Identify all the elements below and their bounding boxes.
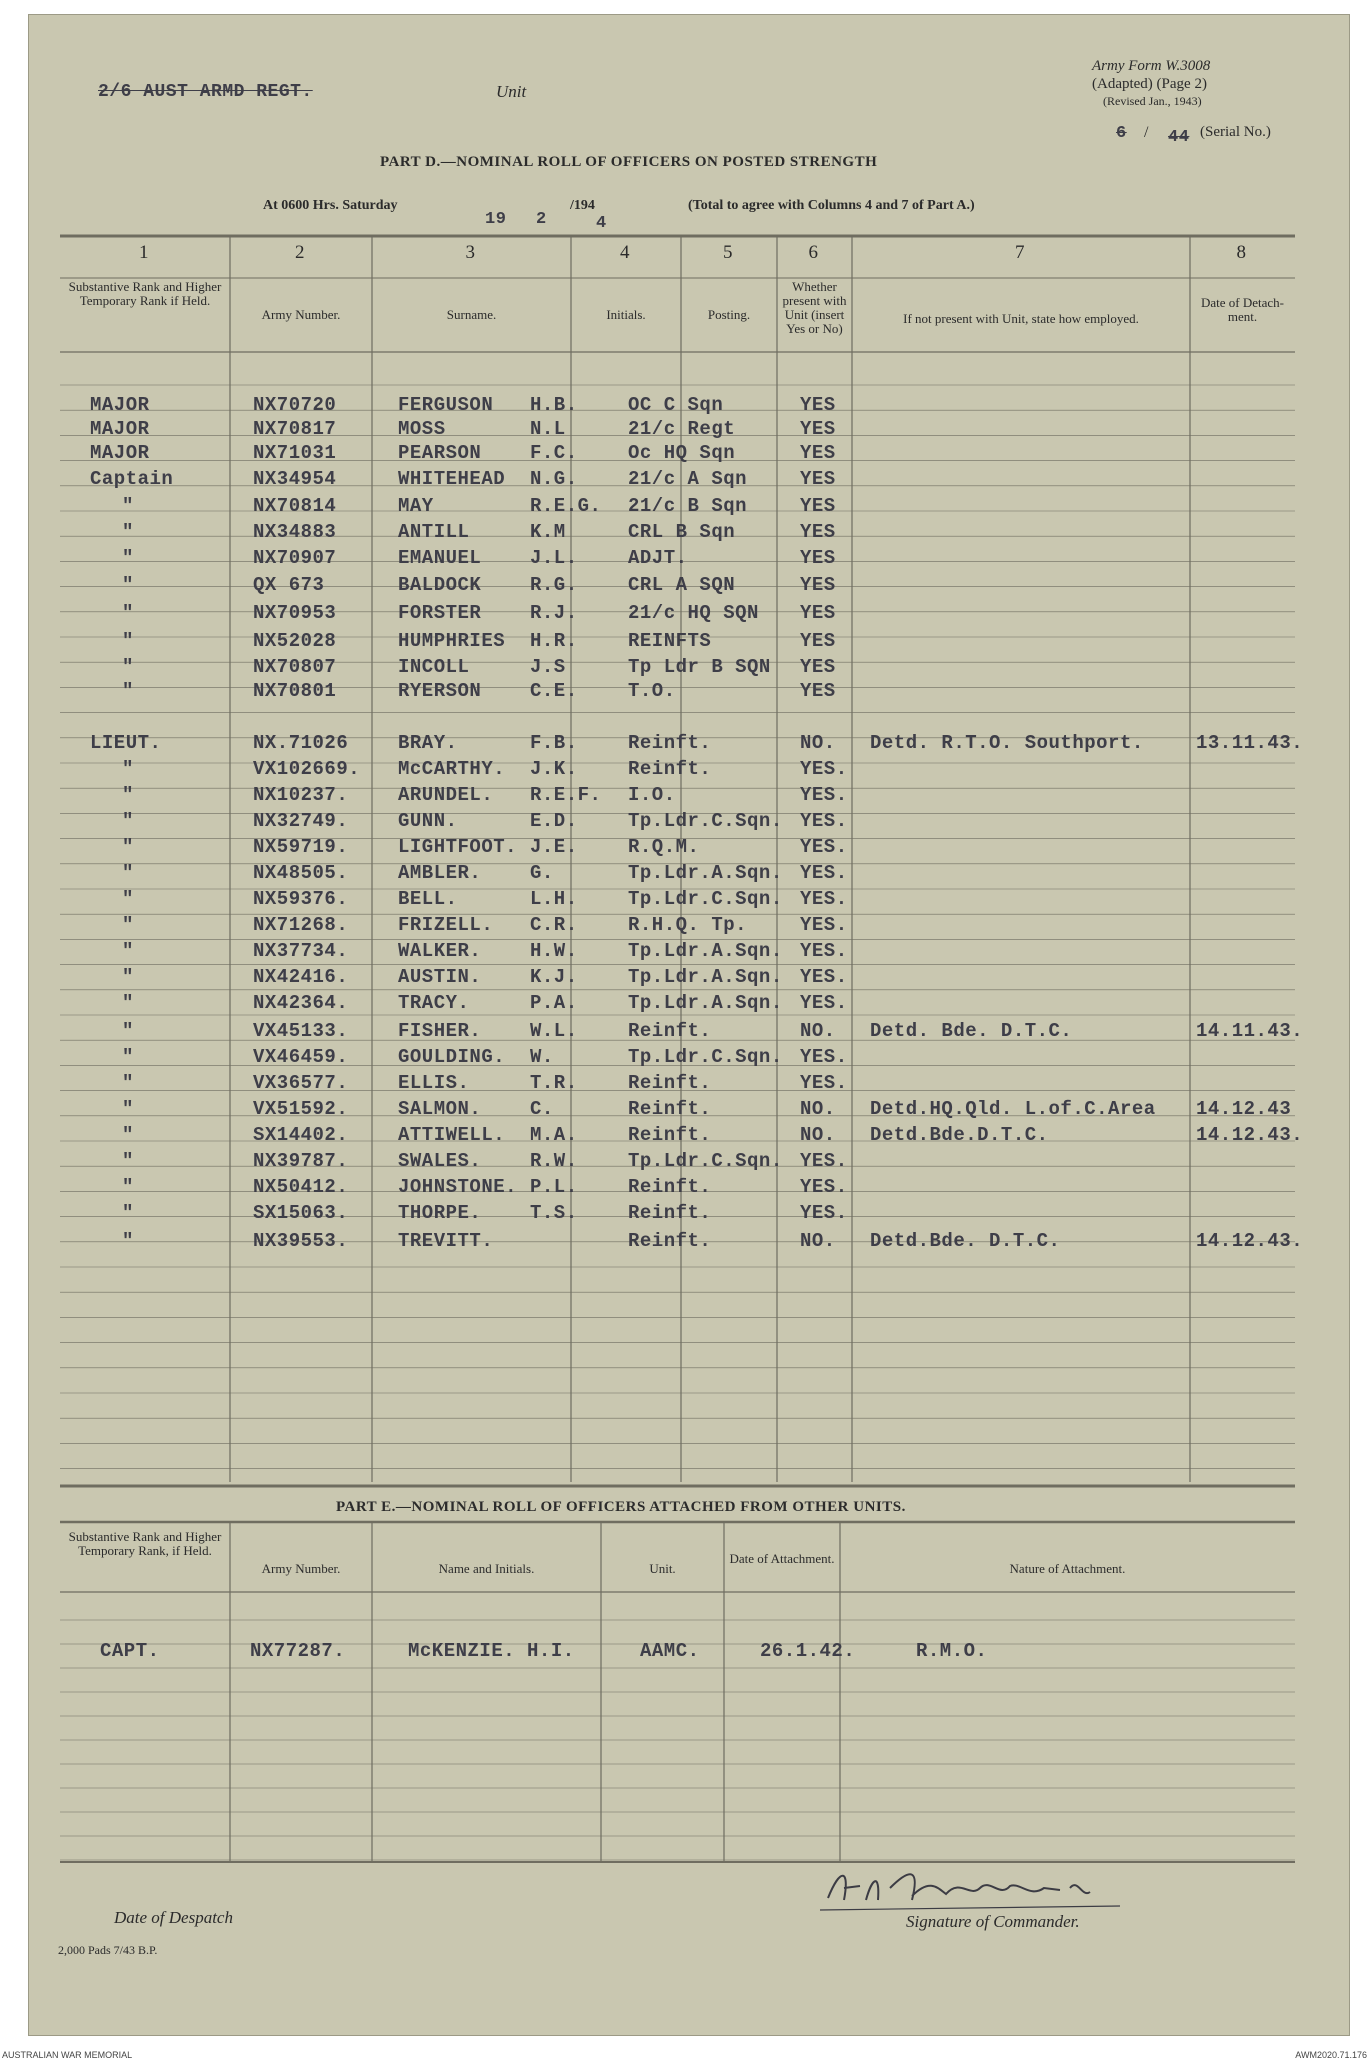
print-note: 2,000 Pads 7/43 B.P. [58, 1943, 158, 1957]
officer-initials: F.B. [530, 732, 578, 754]
officer-initials: T.S. [530, 1202, 578, 1224]
officer-initials: R.W. [530, 1150, 578, 1172]
officer-army-number: NX34954 [253, 468, 337, 490]
officer-present: YES [800, 602, 836, 624]
officer-posting: Reinft. [628, 1176, 712, 1198]
officer-army-number: NX48505. [253, 862, 349, 884]
officer-posting: 21/c HQ SQN [628, 602, 759, 624]
serial-label: (Serial No.) [1200, 124, 1271, 140]
form-id-line2: (Adapted) (Page 2) [1092, 76, 1207, 92]
officer-present: YES [800, 630, 836, 652]
officer-army-number: NX32749. [253, 810, 349, 832]
officer-initials: C.R. [530, 914, 578, 936]
officer-rank: " [122, 992, 134, 1014]
officer-army-number: NX34883 [253, 521, 337, 543]
officer-surname: FRIZELL. [398, 914, 494, 936]
officer-surname: SALMON. [398, 1098, 482, 1120]
officer-army-number: NX71268. [253, 914, 349, 936]
officer-present: YES. [800, 888, 848, 910]
form-id-line1: Army Form W.3008 [1092, 58, 1211, 74]
officer-surname: ARUNDEL. [398, 784, 494, 806]
officer-posting: Tp Ldr B SQN [628, 656, 771, 678]
officer-initials: T.R. [530, 1072, 578, 1094]
officer-rank: " [122, 1176, 134, 1198]
officer-posting: OC C Sqn [628, 394, 724, 416]
officer-employment: Detd.Bde. D.T.C. [870, 1230, 1061, 1252]
column-header-7: If not present with Unit, state how employed. [903, 311, 1139, 326]
officer-initials: N.G. [530, 468, 578, 490]
officer-present: YES. [800, 1046, 848, 1068]
officer-present: NO. [800, 1098, 836, 1120]
column-header-3: Surname. [446, 307, 497, 322]
officer-initials: R.E.G. [530, 495, 602, 517]
column-number-4: 4 [620, 242, 630, 263]
at-line-month: 2 [536, 210, 547, 229]
officer-initials: P.L. [530, 1176, 578, 1198]
column-number-1: 1 [139, 242, 149, 263]
at-line-year-prefix: /194 [570, 198, 595, 213]
officer-surname: EMANUEL [398, 547, 482, 569]
unit-name: 2/6 AUST ARMD REGT. [98, 82, 313, 102]
officer-army-number: VX46459. [253, 1046, 349, 1068]
officer-detachment-date: 14.12.43 [1196, 1098, 1292, 1120]
officer-initials: C. [530, 1098, 554, 1120]
officer-initials: R.J. [530, 602, 578, 624]
officer-present: YES [800, 495, 836, 517]
officer-posting: Tp.Ldr.C.Sqn. [628, 888, 783, 910]
officer-rank: " [122, 914, 134, 936]
column-number-3: 3 [465, 242, 475, 263]
officer-present: YES. [800, 992, 848, 1014]
signature-label: Signature of Commander. [906, 1912, 1080, 1931]
part-e-title: PART E.—NOMINAL ROLL OF OFFICERS ATTACHED FROM OTHER UNITS. [336, 1499, 906, 1515]
officer-posting: Reinft. [628, 1098, 712, 1120]
archive-name: AUSTRALIAN WAR MEMORIAL [2, 2050, 133, 2060]
officer-detachment-date: 14.12.43. [1196, 1124, 1304, 1146]
serial-slash: / [1144, 124, 1149, 141]
at-line-day: 19 [485, 210, 507, 229]
officer-present: YES. [800, 966, 848, 988]
column-number-2: 2 [295, 242, 305, 263]
officer-army-number: NX42416. [253, 966, 349, 988]
part-d-title: PART D.—NOMINAL ROLL OF OFFICERS ON POSTED STRENGTH [380, 154, 878, 170]
officer-present: YES. [800, 836, 848, 858]
officer-army-number: VX45133. [253, 1020, 349, 1042]
officer-surname: GOULDING. [398, 1046, 506, 1068]
attached-attachment-date: 26.1.42. [760, 1640, 856, 1662]
officer-initials: J.L. [530, 547, 578, 569]
officer-present: YES. [800, 1176, 848, 1198]
officer-posting: Tp.Ldr.A.Sqn. [628, 862, 783, 884]
officer-initials: H.R. [530, 630, 578, 652]
officer-present: YES [800, 521, 836, 543]
officer-surname: MOSS [398, 418, 446, 440]
officer-surname: FERGUSON [398, 394, 494, 416]
officer-initials: M.A. [530, 1124, 578, 1146]
attached-name: McKENZIE. H.I. [408, 1640, 575, 1662]
officer-surname: AUSTIN. [398, 966, 482, 988]
attached-nature: R.M.O. [916, 1640, 988, 1662]
officer-present: YES [800, 468, 836, 490]
officer-posting: I.O. [628, 784, 676, 806]
officer-surname: LIGHTFOOT. [398, 836, 518, 858]
officer-rank: LIEUT. [90, 732, 162, 754]
officer-posting: 21/c Regt [628, 418, 736, 440]
officer-rank: " [122, 547, 134, 569]
officer-initials: L.H. [530, 888, 578, 910]
officer-surname: BELL. [398, 888, 458, 910]
officer-rank: " [122, 758, 134, 780]
officer-rank: MAJOR [90, 394, 150, 416]
officer-rank: " [122, 940, 134, 962]
officer-rank: " [122, 966, 134, 988]
officer-posting: Reinft. [628, 758, 712, 780]
officer-initials: C.E. [530, 680, 578, 702]
officer-present: YES. [800, 810, 848, 832]
officer-present: YES. [800, 1150, 848, 1172]
officer-rank: " [122, 1098, 134, 1120]
officer-army-number: NX71031 [253, 442, 337, 464]
officer-surname: TRACY. [398, 992, 470, 1014]
officer-rank: " [122, 495, 134, 517]
officer-initials: K.M [530, 521, 566, 543]
officer-rank: " [122, 1202, 134, 1224]
officer-rank: " [122, 1124, 134, 1146]
officer-posting: R.Q.M. [628, 836, 700, 858]
officer-posting: Tp.Ldr.C.Sqn. [628, 1046, 783, 1068]
officer-posting: R.H.Q. Tp. [628, 914, 748, 936]
officer-rank: " [122, 630, 134, 652]
officer-present: YES. [800, 758, 848, 780]
date-of-despatch: Date of Despatch [114, 1908, 233, 1927]
officer-surname: FORSTER [398, 602, 482, 624]
officer-initials: K.J. [530, 966, 578, 988]
column-header-8: Date of Detach- ment. [1200, 295, 1284, 324]
part-e-header-3: Name and Initials. [438, 1561, 535, 1576]
officer-surname: WALKER. [398, 940, 482, 962]
officer-surname: FISHER. [398, 1020, 482, 1042]
commander-signature [820, 1858, 1180, 1918]
officer-rank: MAJOR [90, 418, 150, 440]
officer-army-number: NX70807 [253, 656, 337, 678]
officer-posting: CRL B Sqn [628, 521, 736, 543]
officer-present: YES. [800, 914, 848, 936]
officer-rank: " [122, 521, 134, 543]
officer-surname: THORPE. [398, 1202, 482, 1224]
archive-accession: AWM2020.71.176 [1295, 2050, 1367, 2060]
officer-posting: Reinft. [628, 1124, 712, 1146]
officer-rank: " [122, 784, 134, 806]
officer-rank: " [122, 862, 134, 884]
officer-surname: ANTILL [398, 521, 470, 543]
officer-rank: " [122, 888, 134, 910]
officer-posting: CRL A SQN [628, 574, 736, 596]
column-header-5: Posting. [707, 307, 751, 322]
officer-employment: Detd. R.T.O. Southport. [870, 732, 1144, 754]
officer-present: YES [800, 547, 836, 569]
officer-posting: Tp.Ldr.C.Sqn. [628, 810, 783, 832]
officer-rank: Captain [90, 468, 174, 490]
officer-employment: Detd. Bde. D.T.C. [870, 1020, 1073, 1042]
officer-present: NO. [800, 1124, 836, 1146]
officer-surname: JOHNSTONE. [398, 1176, 518, 1198]
officer-surname: BALDOCK [398, 574, 482, 596]
officer-present: YES. [800, 940, 848, 962]
form-id-line3: (Revised Jan., 1943) [1103, 94, 1202, 108]
column-number-8: 8 [1236, 242, 1246, 263]
officer-army-number: NX37734. [253, 940, 349, 962]
officer-rank: " [122, 1072, 134, 1094]
officer-surname: ELLIS. [398, 1072, 470, 1094]
officer-army-number: NX59376. [253, 888, 349, 910]
column-number-6: 6 [808, 242, 818, 263]
officer-army-number: NX10237. [253, 784, 349, 806]
attached-rank: CAPT. [100, 1640, 160, 1662]
officer-rank: " [122, 656, 134, 678]
officer-surname: GUNN. [398, 810, 458, 832]
officer-present: YES. [800, 862, 848, 884]
officer-initials: G. [530, 862, 554, 884]
column-header-2: Army Number. [261, 307, 341, 322]
officer-army-number: SX15063. [253, 1202, 349, 1224]
officer-posting: Tp.Ldr.A.Sqn. [628, 940, 783, 962]
officer-army-number: NX70817 [253, 418, 337, 440]
officer-army-number: NX39787. [253, 1150, 349, 1172]
officer-surname: HUMPHRIES [398, 630, 506, 652]
officer-surname: McCARTHY. [398, 758, 506, 780]
archive-footer [0, 2050, 1371, 2061]
part-e-header-5: Date of Attachment. [729, 1551, 835, 1566]
officer-army-number: NX.71026 [253, 732, 349, 754]
officer-rank: " [122, 1020, 134, 1042]
officer-surname: INCOLL [398, 656, 470, 678]
part-e-header-6: Nature of Attachment. [1009, 1561, 1126, 1576]
officer-posting: Tp.Ldr.A.Sqn. [628, 966, 783, 988]
officer-present: YES [800, 442, 836, 464]
officer-posting: T.O. [628, 680, 676, 702]
officer-initials: E.D. [530, 810, 578, 832]
attached-army-number: NX77287. [250, 1640, 346, 1662]
column-header-6: Whether present with Unit (insert Yes or No) [782, 279, 847, 336]
officer-rank: " [122, 602, 134, 624]
attached-unit: AAMC. [640, 1640, 700, 1662]
officer-surname: ATTIWELL. [398, 1124, 506, 1146]
officer-surname: AMBLER. [398, 862, 482, 884]
officer-initials: N.L [530, 418, 566, 440]
officer-employment: Detd.Bde.D.T.C. [870, 1124, 1049, 1146]
officer-initials: J.E. [530, 836, 578, 858]
officer-initials: R.E.F. [530, 784, 602, 806]
officer-surname: SWALES. [398, 1150, 482, 1172]
officer-posting: 21/c B Sqn [628, 495, 748, 517]
officer-rank: MAJOR [90, 442, 150, 464]
officer-initials: H.W. [530, 940, 578, 962]
officer-army-number: NX42364. [253, 992, 349, 1014]
officer-army-number: NX70814 [253, 495, 337, 517]
officer-rank: " [122, 810, 134, 832]
officer-rank: " [122, 1230, 134, 1252]
column-header-4: Initials. [606, 307, 646, 322]
part-e-header-4: Unit. [649, 1561, 676, 1576]
officer-army-number: NX70907 [253, 547, 337, 569]
officer-rank: " [122, 1150, 134, 1172]
officer-posting: Tp.Ldr.C.Sqn. [628, 1150, 783, 1172]
officer-detachment-date: 14.12.43. [1196, 1230, 1304, 1252]
officer-surname: MAY [398, 495, 434, 517]
officer-posting: ADJT. [628, 547, 688, 569]
officer-present: NO. [800, 1020, 836, 1042]
officer-surname: RYERSON [398, 680, 482, 702]
officer-posting: Reinft. [628, 1230, 712, 1252]
officer-posting: Reinft. [628, 1202, 712, 1224]
officer-surname: PEARSON [398, 442, 482, 464]
at-line-prefix: At 0600 Hrs. Saturday [263, 198, 398, 213]
officer-army-number: QX 673 [253, 574, 325, 596]
officer-initials: J.K. [530, 758, 578, 780]
officer-surname: WHITEHEAD [398, 468, 506, 490]
officer-posting: Tp.Ldr.A.Sqn. [628, 992, 783, 1014]
officer-posting: Oc HQ Sqn [628, 442, 736, 464]
column-number-7: 7 [1015, 242, 1025, 263]
officer-posting: REINFTS [628, 630, 712, 652]
part-e-header-2: Army Number. [261, 1561, 341, 1576]
officer-rank: " [122, 1046, 134, 1068]
officer-surname: BRAY. [398, 732, 458, 754]
officer-initials: H.B. [530, 394, 578, 416]
officer-army-number: NX59719. [253, 836, 349, 858]
at-line-year-digit: 4 [596, 214, 607, 233]
officer-posting: Reinft. [628, 1072, 712, 1094]
serial-year: 44 [1168, 128, 1190, 147]
officer-present: NO. [800, 732, 836, 754]
officer-posting: 21/c A Sqn [628, 468, 748, 490]
officer-initials: W.L. [530, 1020, 578, 1042]
officer-initials: R.G. [530, 574, 578, 596]
officer-present: YES. [800, 784, 848, 806]
at-line-suffix: (Total to agree with Columns 4 and 7 of Part A.) [688, 198, 975, 213]
officer-army-number: NX52028 [253, 630, 337, 652]
part-e-header-1: Substantive Rank and Higher Temporary Rank, if Held. [68, 1529, 222, 1558]
officer-rank: " [122, 574, 134, 596]
officer-present: NO. [800, 1230, 836, 1252]
officer-rank: " [122, 680, 134, 702]
officer-present: YES. [800, 1072, 848, 1094]
officer-present: YES [800, 574, 836, 596]
officer-posting: Reinft. [628, 1020, 712, 1042]
officer-initials: F.C. [530, 442, 578, 464]
officer-army-number: SX14402. [253, 1124, 349, 1146]
officer-initials: W. [530, 1046, 554, 1068]
officer-present: YES. [800, 1202, 848, 1224]
officer-present: YES [800, 680, 836, 702]
column-number-5: 5 [723, 242, 733, 263]
officer-army-number: NX50412. [253, 1176, 349, 1198]
officer-army-number: NX70801 [253, 680, 337, 702]
officer-present: YES [800, 394, 836, 416]
officer-posting: Reinft. [628, 732, 712, 754]
officer-detachment-date: 14.11.43. [1196, 1020, 1304, 1042]
officer-army-number: VX51592. [253, 1098, 349, 1120]
officer-present: YES [800, 656, 836, 678]
column-header-1: Substantive Rank and Higher Temporary Rank if Held. [68, 279, 222, 308]
unit-label: Unit [496, 82, 527, 101]
officer-initials: J.S [530, 656, 566, 678]
officer-surname: TREVITT. [398, 1230, 494, 1252]
officer-detachment-date: 13.11.43. [1196, 732, 1304, 754]
officer-present: YES [800, 418, 836, 440]
officer-employment: Detd.HQ.Qld. L.of.C.Area [870, 1098, 1156, 1120]
officer-army-number: VX36577. [253, 1072, 349, 1094]
officer-initials: P.A. [530, 992, 578, 1014]
officer-rank: " [122, 836, 134, 858]
officer-army-number: NX70953 [253, 602, 337, 624]
serial-number: 6 [1116, 124, 1127, 143]
officer-army-number: NX39553. [253, 1230, 349, 1252]
officer-army-number: NX70720 [253, 394, 337, 416]
officer-army-number: VX102669. [253, 758, 361, 780]
